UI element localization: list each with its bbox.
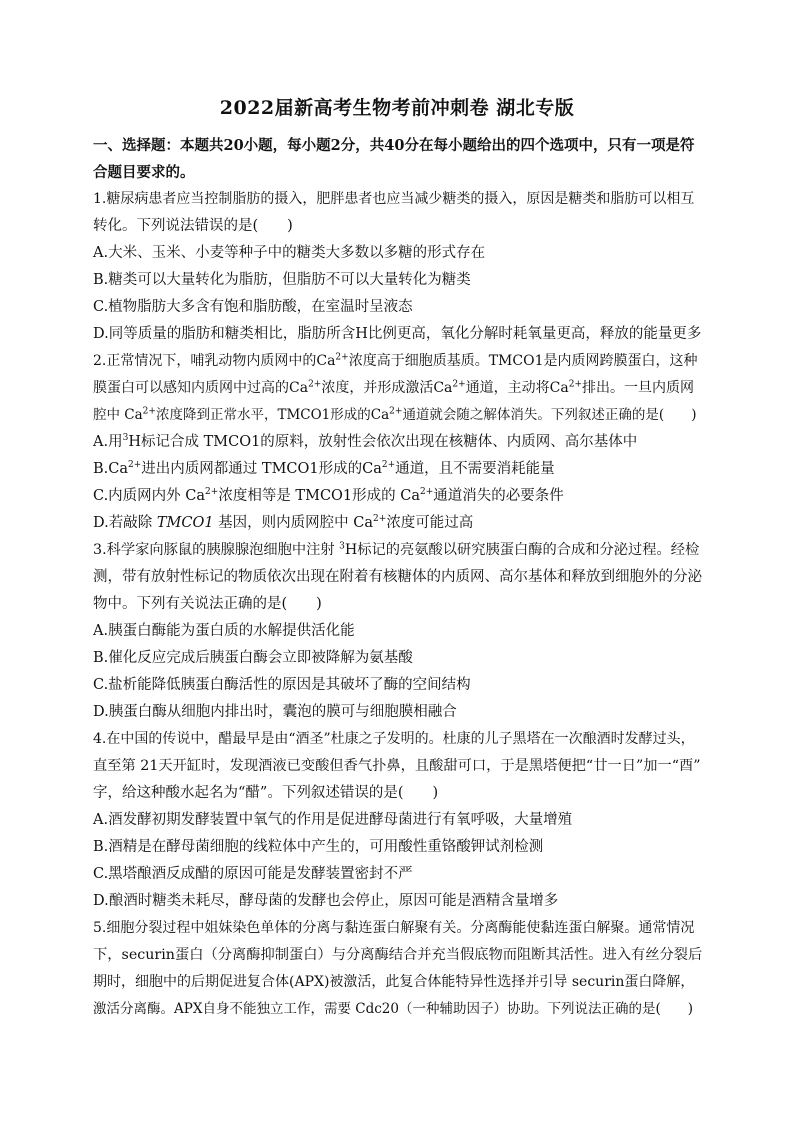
question-2-option-d xyxy=(93,510,703,537)
text: B.Ca xyxy=(93,461,129,477)
question-4-option-a: A.酒发酵初期发酵装置中氧气的作用是促进酵母菌进行有氧呼吸，大量增殖 xyxy=(93,812,573,828)
superscript: 2+ xyxy=(128,460,142,471)
question-2-stem-line-3 xyxy=(93,402,703,429)
question-4-stem-line-3: 字，给这种酸水起名为“醋”。下列叙述错误的是( ) xyxy=(93,785,439,801)
superscript: 2+ xyxy=(142,406,156,417)
question-5 xyxy=(93,915,703,1023)
question-4-option-c: C.黑塔酿酒反成醋的原因可能是发酵装置密封不严 xyxy=(93,866,413,882)
superscript: 3 xyxy=(122,433,129,444)
text: 3.科学家向豚鼠的胰腺腺泡细胞中注射 xyxy=(93,542,340,558)
question-2-option-c xyxy=(93,483,703,510)
question-4-stem-line-1: 4.在中国的传说中，醋最早是由“酒圣”杜康之子发明的。杜康的儿子黑塔在一次酿酒时发酵过头， xyxy=(93,731,695,747)
question-3-stem-line-2: 测，带有放射性标记的物质依次出现在附着有核糖体的内质网、高尔基体和释放到细胞外的分泌 xyxy=(93,569,702,585)
superscript: 2+ xyxy=(373,514,387,525)
question-3-stem-line-3: 物中。下列有关说法正确的是( ) xyxy=(93,596,322,612)
superscript: 2+ xyxy=(381,460,396,471)
section-heading xyxy=(93,132,703,186)
text: 膜蛋白可以感知内质网中过高的Ca xyxy=(93,380,309,396)
question-2 xyxy=(93,348,703,537)
text: 浓度相等是 TMCO1形成的 Ca xyxy=(218,488,421,504)
text: 通道消失的必要条件 xyxy=(433,488,564,504)
superscript: 2+ xyxy=(420,487,434,498)
superscript: 2+ xyxy=(335,352,349,363)
question-5-stem-line-3: 期时，细胞中的后期促进复合体(APX)被激活，此复合体能特异性选择并引导 securin蛋白降解， xyxy=(93,974,695,990)
question-3-option-d: D.胰蛋白酶从细胞内排出时，囊泡的膜可与细胞膜相融合 xyxy=(93,704,457,720)
text: 基因，则内质网腔中 Ca xyxy=(213,515,374,531)
text: 排出。一旦内质网 xyxy=(582,380,695,396)
text: A.用 xyxy=(93,434,123,450)
question-2-option-b xyxy=(93,456,703,483)
question-3 xyxy=(93,537,703,726)
text: D.若敲除 xyxy=(93,515,157,531)
page-title: 2022届新高考生物考前冲刺卷 湖北专版 xyxy=(219,97,575,119)
question-1-stem-line-2: 转化。下列说法错误的是( ) xyxy=(93,218,293,234)
question-1-option-d: D.同等质量的脂肪和糖类相比，脂肪所含H比例更高，氧化分解时耗氧量更高，释放的能量更多 xyxy=(93,326,702,342)
text: 浓度可能过高 xyxy=(386,515,474,531)
question-1-option-a: A.大米、玉米、小麦等种子中的糖类大多数以多糖的形式存在 xyxy=(93,245,486,261)
question-4-option-d: D.酿酒时糖类未耗尽，酵母菌的发酵也会停止，原因可能是酒精含量增多 xyxy=(93,893,559,909)
text: 2.正常情况下，哺乳动物内质网中的Ca xyxy=(93,353,336,369)
text: 浓度高于细胞质基质。TMCO1是内质网跨膜蛋白，这种 xyxy=(348,353,698,369)
question-1-stem-line-1: 1.糖尿病患者应当控制脂肪的摄入，肥胖患者也应当减少糖类的摄入，原因是糖类和脂肪可以相互 xyxy=(93,191,695,207)
section-heading-line-1: 一、选择题：本题共20小题，每小题2分，共40分在每小题给出的四个选项中，只有一项是符 xyxy=(93,137,695,154)
question-2-option-a xyxy=(93,429,703,456)
superscript: 2+ xyxy=(389,406,403,417)
question-4-stem-line-2: 直至第 21天开缸时，发现酒液已变酸但香气扑鼻，且酸甜可口，于是黑塔便把“廿一日”加一“酉” xyxy=(93,758,701,774)
question-3-option-b: B.催化反应完成后胰蛋白酶会立即被降解为氨基酸 xyxy=(93,650,413,666)
exam-content xyxy=(93,132,703,1023)
superscript: 3 xyxy=(339,541,345,552)
question-1 xyxy=(93,186,703,348)
superscript: 2+ xyxy=(205,487,219,498)
gene-name: TMCO1 xyxy=(156,515,214,531)
question-3-stem-line-1 xyxy=(93,537,703,564)
question-2-stem-line-1 xyxy=(93,348,703,375)
question-2-stem-line-2 xyxy=(93,375,703,402)
superscript: 2+ xyxy=(568,379,583,390)
text: 腔中 Ca xyxy=(93,407,143,423)
question-1-option-c: C.植物脂肪大多含有饱和脂肪酸，在室温时呈液态 xyxy=(93,299,413,315)
question-1-option-b: B.糖类可以大量转化为脂肪，但脂肪不可以大量转化为糖类 xyxy=(93,272,471,288)
text: C.内质网内外 Ca xyxy=(93,488,206,504)
text: H标记的亮氨酸以研究胰蛋白酶的合成和分泌过程。经检 xyxy=(344,542,700,558)
text: 浓度，并形成激活Ca xyxy=(321,380,453,396)
question-5-stem-line-1: 5.细胞分裂过程中姐妹染色单体的分离与黏连蛋白解聚有关。分离酶能使黏连蛋白解聚。通常情况 xyxy=(93,920,695,936)
text: 通道就会随之解体消失。下列叙述正确的是( ) xyxy=(402,407,697,423)
question-4-option-b: B.酒精是在酵母菌细胞的线粒体中产生的，可用酸性重铬酸钾试剂检测 xyxy=(93,839,544,855)
question-3-option-c: C.盐析能降低胰蛋白酶活性的原因是其破坏了酶的空间结构 xyxy=(93,677,471,693)
question-4 xyxy=(93,726,703,915)
question-3-option-a: A.胰蛋白酶能为蛋白质的水解提供活化能 xyxy=(93,623,355,639)
question-5-stem-line-4: 激活分离酶。APX自身不能独立工作，需要 Cdc20（一种辅助因子）协助。下列说法正确的是( ) xyxy=(93,1001,693,1017)
superscript: 2+ xyxy=(452,379,466,390)
text: 通道，主动将Ca xyxy=(465,380,569,396)
text: 浓度降到正常水平，TMCO1形成的Ca xyxy=(155,407,390,423)
superscript: 2+ xyxy=(308,379,322,390)
text: 进出内质网都通过 TMCO1形成的Ca xyxy=(141,461,382,477)
question-5-stem-line-2: 下，securin蛋白（分离酶抑制蛋白）与分离酶结合并充当假底物而阻断其活性。进入有丝分裂后 xyxy=(93,947,703,963)
section-heading-line-2: 合题目要求的。 xyxy=(93,164,195,181)
text: H标记合成 TMCO1的原料，放射性会依次出现在核糖体、内质网、高尔基体中 xyxy=(128,434,638,450)
text: 通道，且不需要消耗能量 xyxy=(395,461,555,477)
